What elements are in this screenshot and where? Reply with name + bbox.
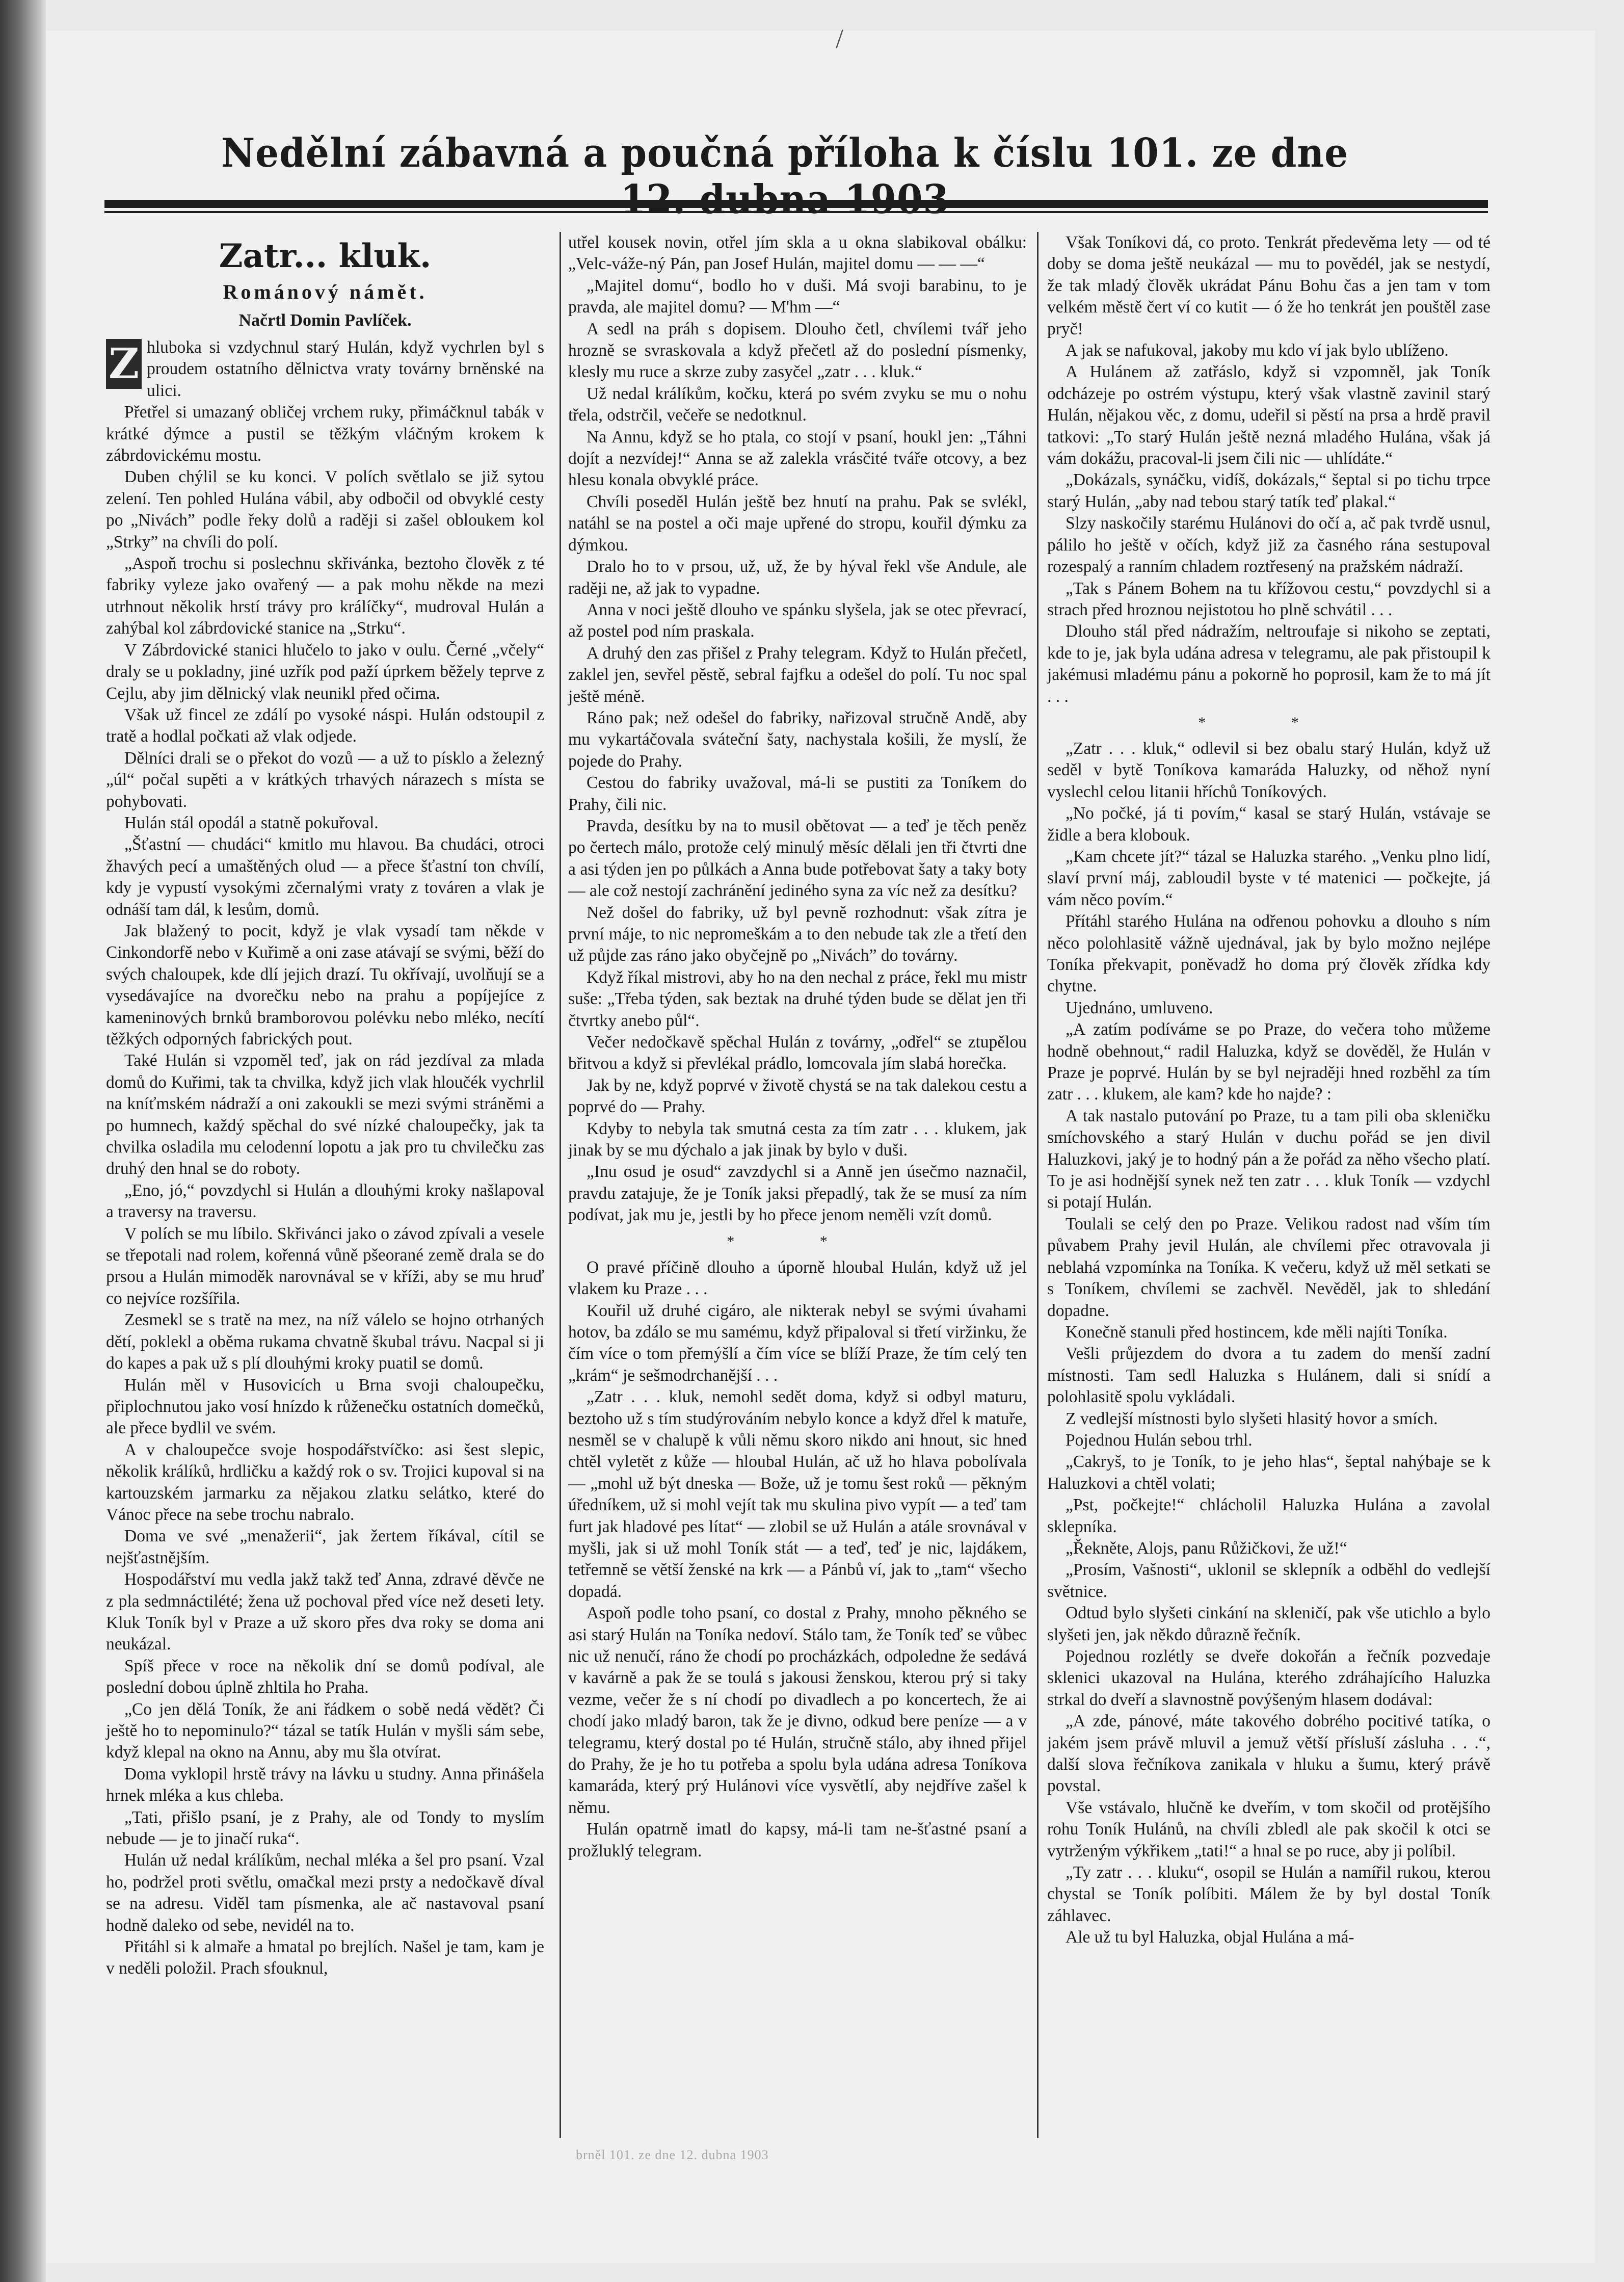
paragraph: O pravé příčině dlouho a úporně hloubal Hulán, když už jel vlakem ku Praze . . . [568, 1257, 1027, 1299]
paragraph: Už nedal králíkům, kočku, která po svém zvyku se mu o nohu třela, odstrčil, večeře se nedotknul. [568, 384, 1027, 425]
page-masthead: Nedělní zábavná a poučná příloha k číslu 101. ze dne [221, 130, 1349, 176]
paragraph: „Dokázals, synáčku, vidíš, dokázals,“ šeptal si po tichu trpce starý Hulán, „aby nad tebou starý tatík teď plakal.“ [1047, 470, 1490, 511]
paragraph: Vešli průjezdem do dvora a tu zadem do menší zadní místnosti. Tam sedl Haluzka s Hulánem, dali si snídí a polohlasitě spolu vykládali. [1047, 1344, 1490, 1407]
paragraph: Hulán už nedal králíkům, nechal mléka a šel pro psaní. Vzal ho, podržel proti světlu, omačkal mezi prsty a nedočkavě díval se na adresu. Viděl tam písmenka, ale ač nastavoval psaní hodně daleko od sebe, nevidél na to. [106, 1851, 544, 1935]
story-title: Zatr... kluk. [219, 237, 432, 275]
paragraph: Z vedlejší místnosti bylo slyšeti hlasitý hovor a smích. [1066, 1409, 1438, 1428]
masthead-rule [104, 200, 1488, 208]
paragraph: „Aspoň trochu si poslechnu skřivánka, beztoho člověk z té fabriky vyleze jako ovařený — a pak mohu někde na mezi utrhnout několik hrstí trávy pro králíčky“, mudroval Hulán a zahýbal kol zábrdovické stanice na „Strku“. [106, 554, 544, 638]
paragraph: „No počké, já ti povím,“ kasal se starý Hulán, vstávaje se židle a bera klobouk. [1047, 804, 1490, 845]
masthead-rule-thin [104, 211, 1488, 213]
paragraph: „Šťastní — chudáci“ kmitlo mu hlavou. Ba chudáci, otroci žhavých pecí a umaštěných olud — a přece šťastní ton chvílí, kdy je vypustí vysokými zčernalými vraty z továren a vlak je odnáší tam dál, k lesům, domů. [106, 835, 544, 919]
paragraph: Kdyby to nebyla tak smutná cesta za tím zatr . . . klukem, jak jinak by se mu dýchalo a jak jinak by bylo v duši. [568, 1119, 1027, 1160]
paragraph: Aspoň podle toho psaní, co dostal z Prahy, mnoho pěkného se asi starý Hulán na Toníka nedoví. Stálo tam, že Toník teď se vůbec nic už nenučí, ráno že chodí po procházkách, odpoledne že sedává v kavárně a pak že se toulá s jakousi ženskou, kterou prý si taky vezme, večer že s ní chodí po divadlech a po koncertech, že ai chodí jako mladý baron, tak že je divno, odkud bere peníze — a v telegramu, který dostal po té Hulán, stručně stálo, aby ihned přijel do Prahy, že je ho tu potřeba a spolu byla udána adresa Toníkova kamaráda, který prý Hulánovi více vysvětlí, aby nejdříve zašel k němu. [568, 1604, 1027, 1817]
bleed-through-text: brněl 101. ze dne 12. dubna 1903 [576, 2147, 769, 2162]
paragraph: Hulán stál opodál a statně pokuřoval. [124, 813, 379, 832]
column-divider-2 [1037, 232, 1039, 2138]
paragraph: „Kam chcete jít?“ tázal se Haluzka starého. „Venku plno lidí, slaví první máj, zabloudil byste v té matenici — počkejte, já vám něco povím.“ [1047, 847, 1490, 909]
paragraph: Když říkal mistrovi, aby ho na den nechal z práce, řekl mu mistr suše: „Třeba týden, sak beztak na druhé týden bude se dělat jen tři čtvrtky anebo půl“. [568, 967, 1027, 1030]
paragraph: Dělníci drali se o překot do vozů — a už to písklo a železný „úl“ počal supěti a v krátkých trhavých nárazech s místa se pohybovati. [106, 748, 544, 811]
paragraph: V polích se mu líbilo. Skřivánci jako o závod zpívali a vesele se třepotali nad rolem, kořenná vůně pšeorané země drala se do prsou a Hulán mimoděk narovnával se v kříži, aby se mu hruď co nejvíce rozšířila. [106, 1224, 544, 1308]
paragraph: Také Hulán si vzpoměl teď, jak on rád jezdíval za mlada domů do Kuřimi, tak ta chvilka, když jich vlak hloučék vychrlil na kníťmském nádraží a oni zakoukli se mezi svými stráněmi a po humnech, každý spěchal do své nízké chaloupečky, jak ta chvilka osladila mu celodenní lopotu a jak pro tu chvilečku zas druhý den hnal se do roboty. [106, 1051, 544, 1178]
paragraph: „Co jen dělá Toník, že ani řádkem o sobě nedá vědět? Či ještě ho to nepominulo?“ tázal se tatík Hulán v myšli sám sebe, když klepal na okno na Annu, aby mu šla otvírat. [106, 1699, 544, 1762]
section-separator: * * [727, 1232, 868, 1250]
paragraph: Hospodářství mu vedla jakž takž teď Anna, zdravé děvče ne z pla sedmnáctilété; žena už pochoval před více než deseti lety. Kluk Toník byl v Praze a už skoro přes dva roky se doma ani neukázal. [106, 1570, 544, 1654]
paragraph: A Hulánem až zatřáslo, když si vzpomněl, jak Toník odcházeje po ostrém výstupu, který však vlastně zavinil starý Hulán, nějakou věc, z domu, udeřil si pěstí na prsa a hrdě pravil tatkovi: „To starý Hulán ještě nezná mladého Hulána, však já vám dokážu, pracoval-li jsem čili nic — uhlídáte.“ [1047, 362, 1490, 468]
column-3-body-b [1047, 738, 1490, 1949]
column-3-body-a [1047, 232, 1490, 707]
paragraph: Cestou do fabriky uvažoval, má-li se pustiti za Toníkem do Prahy, čili nic. [568, 773, 1027, 814]
paragraph: Chvíli poseděl Hulán ještě bez hnutí na prahu. Pak se svlékl, natáhl se na postel a oči maje upřené do stropu, kouřil dýmku za dýmkou. [568, 492, 1027, 555]
paragraph: „Prosím, Vašnosti“, uklonil se sklepník a odběhl do vedlejší světnice. [1047, 1560, 1490, 1601]
paragraph: Hulán měl v Husovicích u Brna svoji chaloupečku, připlochnutou jako vosí hnízdo k růženečku ostatních domečků, ale přece bydlil ve svém. [106, 1375, 544, 1438]
paragraph: „A zde, pánové, máte takového dobrého pocitivé tatíka, o jakém jsem právě mluvil a jemuž větší přísluší zásluha . . .“, další slova řečníkova zanikala v hluku a šumu, který právě povstal. [1047, 1712, 1490, 1796]
paragraph: „Řekněte, Alojs, panu Růžičkovi, že už!“ [1066, 1538, 1347, 1558]
paragraph: Než došel do fabriky, už byl pevně rozhodnut: však zítra je první máje, to nic nepromeškám a to den nebude tak zle a třetí den už půjde zas ráno jako obyčejně po „Niváchˮ do továrny. [568, 903, 1027, 965]
paragraph: hluboka si vzdychnul starý Hulán, když vychrlen byl s proudem ostatního dělnictva vraty továrny brněnské na ulici. [147, 338, 544, 400]
paragraph: Doma vyklopil hrstě trávy na lávku u studny. Anna přinášela hrnek mléka a kus chleba. [106, 1764, 544, 1805]
column-1-body [106, 337, 544, 1980]
paragraph: „Tak s Pánem Bohem na tu křížovou cestu,“ povzdychl si a strach před hroznou nejistotou ho plně schvátil . . . [1047, 579, 1490, 619]
paragraph: Duben chýlil se ku konci. V polích světlalo se již sytou zelení. Ten pohled Hulána vábil, aby odbočil od obvyklé cesty po „Niváchˮ podle řeky dolů a raději si zašel obloukem kol „Strkyˮ na chvíli do polí. [106, 467, 544, 552]
column-1 [106, 232, 544, 1980]
paragraph: Ujednáno, umluveno. [1066, 998, 1213, 1017]
paragraph: „Eno, jó,“ povzdychl si Hulán a dlouhými kroky našlapoval a traversy na traversu. [106, 1181, 544, 1222]
paragraph: Toulali se celý den po Praze. Velikou radost nad vším tím půvabem Prahy jevil Hulán, ale chvílemi přec otravovala ji neblahá vzpomínka na Toníka. K večeru, když už měl setkati se s Toníkem, chvílemi se zachvěl. Nevěděl, jak to shledání dopadne. [1047, 1214, 1490, 1320]
paragraph: A v chaloupečce svoje hospodářstvíčko: asi šest slepic, několik králíků, hrdličku a každý rok o sv. Trojici kupoval si na kartouzském jarmarku za nějakou zlatku selátko, které do Vánoc přece na sebe trochu nabralo. [106, 1440, 544, 1524]
paragraph: A sedl na práh s dopisem. Dlouho četl, chvílemi tvář jeho hrozně se svraskovala a když přečetl až do poslední písmenky, klesly mu ruce a skrze zuby zasyčel „zatr . . . kluk.“ [568, 319, 1027, 382]
column-3 [1047, 232, 1490, 1949]
paragraph: Anna v noci ještě dlouho ve spánku slyšela, jak se otec převrací, až postel pod ním praskala. [568, 600, 1027, 641]
paragraph: A jak se nafukoval, jakoby mu kdo ví jak bylo ublíženo. [1066, 341, 1449, 360]
paragraph: „Inu osud je osud“ zavzdychl si a Anně jen úsečmo naznačil, pravdu zatajuje, že je Toník jaksi přepadlý, tak že se musí za ním podívat, jak mu je, jestli by ho přece jenom neměli vzít domů. [568, 1162, 1027, 1225]
paragraph: Jak by ne, když poprvé v životě chystá se na tak dalekou cestu a poprvé do — Prahy. [568, 1076, 1027, 1117]
paragraph: „Ty zatr . . . kluku“, osopil se Hulán a namířil rukou, kterou chystal se Toník políbiti. Málem že by byl dostal Toník záhlavec. [1047, 1863, 1490, 1925]
paragraph: Přítáhl starého Hulána na odřenou pohovku a dlouho s ním něco polohlasitě vážně ujednával, jak by bylo možno nejlépe Toníka překvapit, poněvadž ho doma prý člověk zřídka kdy chytne. [1047, 912, 1490, 996]
paragraph: Pojednou rozlétly se dveře dokořán a řečník pozvedaje sklenici ukazoval na Hulána, kterého zdráhajícího Haluzka strkal do dveří a slavnostně povýšeným hlasem dodával: [1047, 1647, 1490, 1709]
drop-cap: Z [106, 339, 142, 389]
column-2 [568, 232, 1027, 1862]
paragraph: V Zábrdovické stanici hlučelo to jako v oulu. Černé „včely“ draly se u pokladny, jiné uzřík pod paží úprkem běžely teprve z Cejlu, aby jim dělnický vlak neunikl před očima. [106, 640, 544, 703]
paragraph: „Zatr . . . kluk, nemohl sedět doma, když si odbyl maturu, beztoho už s tím studýrováním nebylo konce a když dřel k matuře, nesměl se v chalupě k vůli němu skoro nikdo ani hnout, sic hned chtěl vyletět z kůže — hloubal Hulán, ač už ho hlava pobolívala — „mohl už být dneska — Bože, už je tomu šest roků — pěkným úředníkem, už si mohl vejít tak mu skulina pivo vypít — a teď tam furt jak hladové pes lítat“ — zlobil se už Hulán a atále srovnával v myšli, jak si už mohl Toník stát — a teď, teď je nic, lajdákem, tetřemně se větší ženské na krk — a Pánbů ví, jak to „tam“ všecho dopadá. [568, 1387, 1027, 1601]
scan-binding-edge [0, 0, 46, 2282]
paragraph: Však Toníkovi dá, co proto. Tenkrát předevěma lety — od té doby se doma ještě neukázal — mu to povědél, jak se nestydí, že tak mladý člověk ukrádat Pánu Bohu čas a jen tam v tom velkém městě čert ví co kutit — ó že ho tenkrát jen pouštěl zase pryč! [1047, 233, 1490, 338]
paragraph: Spíš přece v roce na několik dní se domů podíval, ale poslední dobou úplně zhltila ho Praha. [106, 1656, 544, 1697]
column-2-body-b [568, 1257, 1027, 1862]
paragraph: Přitáhl si k almaře a hmatal po brejlích. Našel je tam, kam je v neděli položil. Prach sfouknul, [106, 1937, 544, 1978]
paragraph: Dralo ho to v prsou, už, už, že by hýval řekl vše Andule, ale raději ne, až jak to vypadne. [568, 557, 1027, 598]
paragraph: Dlouho stál před nádražím, neltroufaje si nikoho se zeptati, kde to je, jak byla udána adresa v telegramu, ale pak přistoupil k jakémusi mladému pánu a pokorně ho poprosil, kam že to má jít . . . [1047, 622, 1490, 706]
paragraph: Konečně stanuli před hostincem, kde měli najíti Toníka. [1066, 1322, 1448, 1342]
paragraph: A druhý den zas přišel z Prahy telegram. Když to Hulán přečetl, zaklel jen, sevřel pěstě, sebral fajfku a odešel do polí. Tu noc spal ještě méně. [568, 643, 1027, 706]
paragraph: Kouřil už druhé cigáro, ale nikterak nebyl se svými úvahami hotov, ba zdálo se mu samému, když připaloval si třetí viržinku, že čím více o tom přemýšlí a čím více se blíží Praze, že tím celý ten „krám“ je sešmodrchanější . . . [568, 1301, 1027, 1385]
paragraph: „Pst, počkejte!“ chlácholil Haluzka Hulána a zavolal sklepníka. [1047, 1496, 1490, 1536]
paragraph: Však už fincel ze zdálí po vysoké náspi. Hulán odstoupil z tratě a hodlal počkati až vlak odjede. [106, 705, 544, 746]
paragraph: „A zatím podíváme se po Praze, do večera toho můžeme hodně obehnout,“ radil Haluzka, když se dověděl, že Hulán v Praze je poprvé. Hulán by se byl nejraději hned rozběhl za tím zatr . . . klukem, ale kam? kde ho najde? : [1047, 1020, 1490, 1104]
section-separator: * * [1198, 714, 1340, 731]
paragraph: Přetřel si umazaný obličej vrchem ruky, přimáčknul tabák v krátké dýmce a pustil se těžkým vláčným krokem k zábrdovickému mostu. [106, 403, 544, 465]
story-author: Načrtl Domin Pavlíček. [238, 311, 412, 330]
paragraph: Jak blažený to pocit, když je vlak vysadí tam někde v Cinkondorfě nebo v Kuřimě a oni zase atávají se svými, běží do svých chaloupek, kde dlí jejich drazí. Tu okřívají, uvolňují se a vysedávajíce na dvorečku nebo na prahu a popíjejíce z kameninových brnků bramborovou polévku nebo mléko, necítí těžkých odporných fabrických pout. [106, 921, 544, 1048]
column-divider-1 [560, 232, 561, 2138]
paragraph: „Tati, přišlo psaní, je z Prahy, ale od Tondy to myslím nebude — je to jinačí ruka“. [106, 1807, 544, 1849]
paragraph: Pojednou Hulán sebou trhl. [1066, 1430, 1253, 1450]
paragraph: A tak nastalo putování po Praze, tu a tam pili oba skleničku smíchovského a starý Hulán v duchu pořád se jen divil Haluzkovi, jaký je to hodný pán a že pořád za něho všecho platí. To je asi hodnější synek než ten zatr . . . kluk Toník — vzdychl si potají Hulán. [1047, 1106, 1490, 1212]
paragraph: utřel kousek novin, otřel jím skla a u okna slabikoval obálku: „Velc-váže-ný Pán, pan Josef Hulán, majitel domu — — —“ [568, 233, 1027, 274]
paragraph: „Majitel domu“, bodlo ho v duši. Má svoji barabinu, to je pravda, ale majitel domu? — M'hm —“ [568, 276, 1027, 317]
column-2-body-a [568, 232, 1027, 1226]
paragraph: Ale už tu byl Haluzka, objal Hulána a má- [1066, 1928, 1354, 1947]
paragraph: „Cakryš, to je Toník, to je jeho hlas“, šeptal nahýbaje se k Haluzkovi a chtěl volati; [1047, 1452, 1490, 1493]
paragraph: „Zatr . . . kluk,“ odlevil si bez obalu starý Hulán, když už seděl v bytě Toníkova kamaráda Haluzky, od něhož nyní vyslechl celou litanii hříchů Toníkových. [1047, 739, 1490, 801]
paragraph: Pravda, desítku by na to musil obětovat — a teď je těch peněz po čertech málo, protože celý minulý měsíc dělali jen tři čtvrti dne a asi týden jen po půlkách a Anna bude potřebovat šaty a taky boty — ale což nestojí zachránění jediného syna za víc než za desítku? [568, 816, 1027, 901]
paragraph: Zesmekl se s tratě na mez, na níž válelo se hojno otrhaných dětí, poklekl a oběma rukama chvatně škubal trávu. Nacpal si ji do kapes a pak už s plí dlouhými kroky puatil se domů. [106, 1310, 544, 1373]
paragraph: Odtud bylo slyšeti cinkání na skleničí, pak vše utichlo a bylo slyšeti jen, jak někdo důrazně řečník. [1047, 1604, 1490, 1644]
paragraph: Slzy naskočily starému Hulánovi do očí a, ač pak tvrdě usnul, pálilo ho ještě v očích, když již za časného rána sestupoval rozespalý a ranním chladem roztřesený na pražském nádraží. [1047, 514, 1490, 576]
pencil-mark: / [836, 23, 844, 54]
paragraph: Ráno pak; než odešel do fabriky, nařizoval stručně Andě, aby mu vykartáčovala sváteční šaty, nachystala košili, že myslí, že pojede do Prahy. [568, 708, 1027, 771]
paragraph: Doma ve své „menažerii“, jak žertem říkával, cítil se nejšťastnějším. [106, 1527, 544, 1567]
paragraph: Na Annu, když se ho ptala, co stojí v psaní, houkl jen: „Táhni dojít a nezvídej!“ Anna se až zalekla vrásčité tváře otcovy, a bez hlesu konala obvyklé práce. [568, 427, 1027, 490]
paragraph: Vše vstávalo, hlučně ke dveřím, v tom skočil od protějšího rohu Toník Hulánů, na chvíli zbledl ale pak skočil k otci se vytrženým výkřikem „tati!“ a hnal se po ruce, aby ji políbil. [1047, 1798, 1490, 1860]
paragraph: Večer nedočkavě spěchal Hulán z továrny, „odřel“ se ztupělou břitvou a když si převlékal prádlo, lomcovala jím slabá horečka. [568, 1033, 1027, 1073]
story-subtitle: Románový námět. [223, 280, 428, 303]
paragraph: Hulán opatrně imatl do kapsy, má-li tam ne-šťastné psaní a prožluklý telegram. [568, 1820, 1027, 1860]
